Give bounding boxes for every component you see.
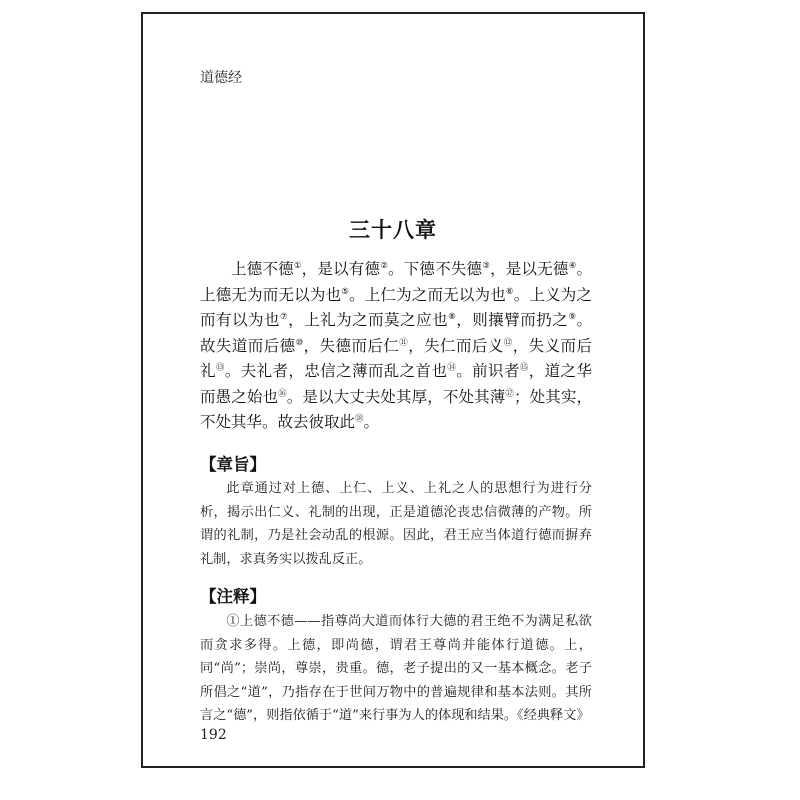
main-paragraph [200, 257, 592, 436]
footnote-marker: ⑦ [280, 312, 289, 322]
zhushi-paragraph: ①上德不德——指尊尚大道而体行大德的君王绝不为满足私欲而贪求多得。上德，即尚德，谓君王尊尚并能体行道德。上，同“尚”；崇尚，尊崇，贵重。德，老子提出的又一基本概念。老子所倡之“道”，乃指存在于世间万物中的普遍规律和基本法则。其所言之“德”，则指依循于“道”来行事为人的体现和结果。《经典释文》 [200, 614, 592, 723]
main-text-segment: 。上德无为而无以为也 [200, 260, 592, 304]
footnote-marker: ⑪ [399, 337, 409, 348]
book-page [141, 12, 645, 768]
footnote-marker: ⑮ [519, 363, 529, 373]
main-text-segment: ，上礼为之而莫之应也 [288, 311, 449, 329]
main-text-segment: ，道之华而愚之始也 [200, 362, 592, 406]
footnote-marker: ⑰ [505, 388, 514, 399]
footnote-marker: ② [380, 261, 389, 271]
footnote-marker: ⑩ [295, 337, 304, 348]
main-text-segment: ；处其实，不处其华。故去彼取此 [200, 387, 592, 431]
main-text-segment: 。上仁为之而无以为也 [349, 285, 506, 304]
main-text-segment: 。是以大丈夫处其厚，不处其薄 [286, 387, 506, 406]
footnote-marker: ① [293, 261, 302, 271]
footnote-marker: ④ [568, 261, 577, 271]
main-text-segment: ，失义而后礼 [200, 336, 592, 380]
footnote-marker: ⑯ [278, 388, 287, 399]
footnote-marker: ⑱ [355, 414, 364, 424]
main-text-segment: 。下德不失德 [388, 260, 483, 278]
main-text-segment: 。 [363, 413, 380, 431]
footnote-marker: ⑬ [215, 363, 225, 373]
main-text-segment: ，是以无德 [490, 260, 569, 278]
main-text-segment: ，是以有德 [301, 260, 381, 278]
footnote-marker: ⑭ [447, 363, 457, 373]
zhangzhi-text [200, 477, 592, 571]
footnote-marker: ⑨ [568, 312, 577, 322]
footnote-marker: ⑫ [503, 337, 513, 348]
zhushi-text [200, 610, 592, 728]
footnote-marker: ⑤ [341, 286, 350, 297]
main-text [200, 257, 592, 436]
main-text-segment: ，则攘臂而扔之 [456, 311, 569, 329]
main-text-segment: 上德不德 [231, 260, 294, 278]
section-heading-zhangzhi: 【章旨】 [200, 455, 266, 474]
footnote-marker: ⑧ [448, 312, 457, 322]
section-heading-zhushi: 【注释】 [200, 587, 266, 606]
main-text-segment: 。故失道而后德 [200, 311, 592, 355]
zhangzhi-paragraph: 此章通过对上德、上仁、上义、上礼之人的思想行为进行分析，揭示出仁义、礼制的出现，正是道德沦丧忠信微薄的产物。所谓的礼制，乃是社会动乱的根源。因此，君王应当体道行德而摒弃礼制，求真务实以拨乱反正。 [200, 481, 592, 567]
footnote-marker: ⑥ [505, 286, 514, 297]
page-number: 192 [200, 727, 227, 743]
footnote-marker: ③ [482, 261, 491, 271]
main-text-segment: 。夫礼者，忠信之薄而乱之首也 [224, 362, 448, 380]
main-text-segment: 。上义为之而有以为也 [200, 285, 592, 329]
main-text-segment: 。前识者 [456, 362, 520, 380]
running-head: 道德经 [200, 70, 242, 86]
chapter-title: 三十八章 [349, 217, 437, 242]
main-text-segment: ，失仁而后义 [408, 336, 504, 355]
main-text-segment: ，失德而后仁 [303, 336, 400, 355]
